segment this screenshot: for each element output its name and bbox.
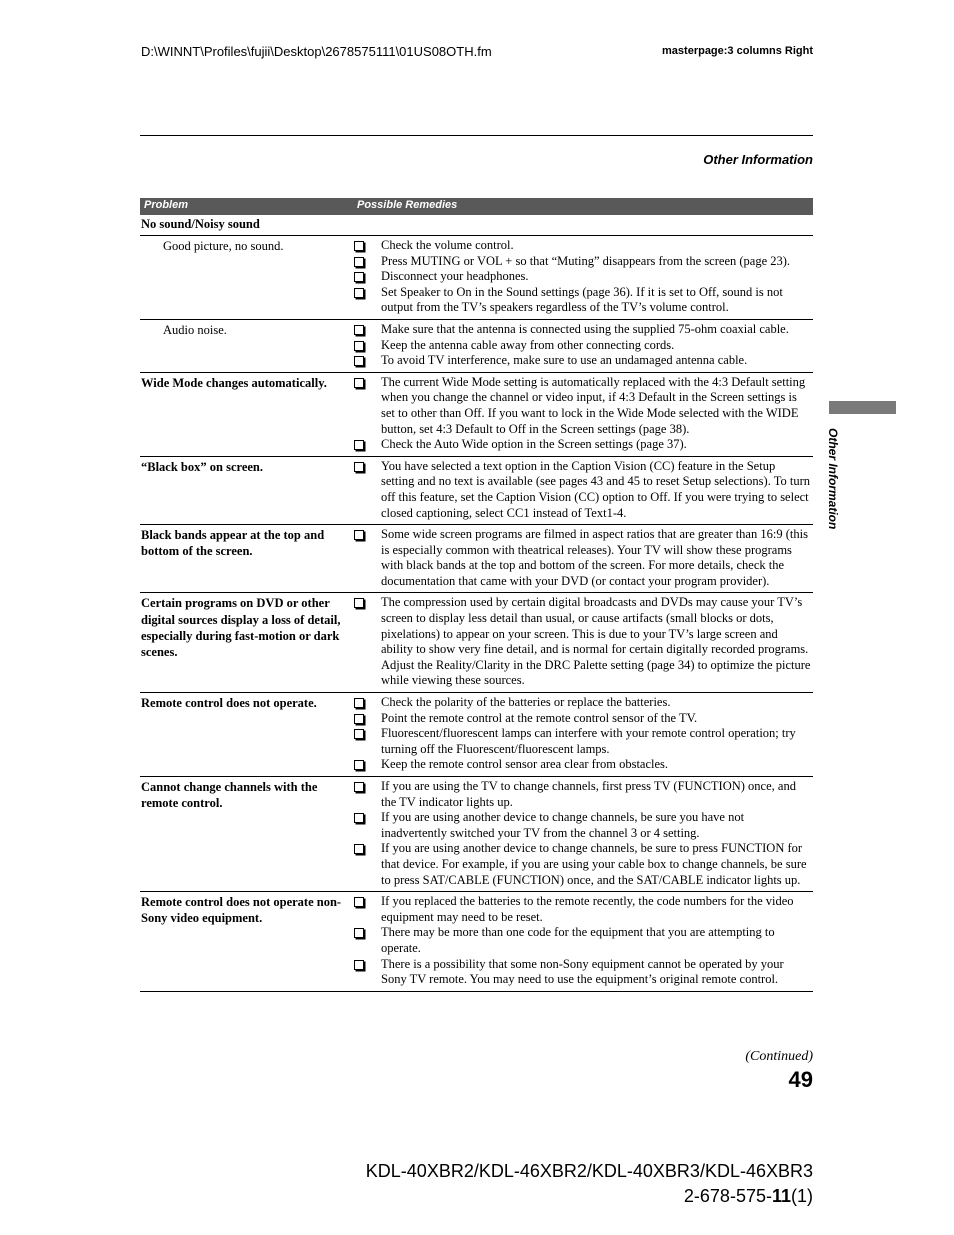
side-tab-marker <box>829 401 896 414</box>
remedy-text: If you replaced the batteries to the remote recently, the code numbers for the video equipment may need to be reset. <box>381 894 794 924</box>
remedy-text: Check the polarity of the batteries or replace the batteries. <box>381 695 671 710</box>
remedy-text: Fluorescent/fluorescent lamps can interfere with your remote control operation; try turning off the Fluorescent/fluorescent lamps. <box>381 726 796 756</box>
page-number: 49 <box>788 1067 813 1092</box>
remedy-text: Some wide screen programs are filmed in aspect ratios that are greater than 16:9 (this is especially common with theatrical releases). Your TV will show these programs with black bands at the top and bottom of the screen. For more details, check the documentation that came with your DVD (or contact your program provider). <box>381 527 808 588</box>
remedies-cell <box>350 595 813 689</box>
remedy-item <box>350 695 813 711</box>
table-row <box>140 593 813 693</box>
top-rule <box>140 135 813 136</box>
remedy-item <box>350 254 813 270</box>
remedy-text: Keep the remote control sensor area clear from obstacles. <box>381 757 669 772</box>
remedies-cell <box>350 894 813 988</box>
remedy-text: To avoid TV interference, make sure to use an undamaged antenna cable. <box>381 353 748 368</box>
problem-cell: Remote control does not operate. <box>141 696 317 711</box>
remedy-item <box>350 459 813 521</box>
problem-cell: Wide Mode changes automatically. <box>141 375 327 390</box>
table-row <box>140 320 813 373</box>
checkbox-bullet-icon <box>354 325 364 335</box>
table-row <box>140 693 813 777</box>
code-bold: 11 <box>771 1186 791 1206</box>
table-row <box>140 457 813 525</box>
troubleshooting-table <box>140 198 813 992</box>
checkbox-bullet-icon <box>354 698 364 708</box>
model-numbers: KDL-40XBR2/KDL-46XBR2/KDL-40XBR3/KDL-46XBR3 <box>365 1161 813 1181</box>
checkbox-bullet-icon <box>354 960 364 970</box>
remedies-cell <box>350 459 813 521</box>
remedy-item <box>350 437 813 453</box>
problem-cell: “Black box” on screen. <box>141 459 263 474</box>
remedies-cell <box>350 375 813 453</box>
remedies-cell <box>350 695 813 773</box>
remedy-item <box>350 338 813 354</box>
remedy-text: If you are using the TV to change channels, first press TV (FUNCTION) once, and the TV indicator lights up. <box>381 779 796 809</box>
remedy-item <box>350 527 813 589</box>
remedy-text: Set Speaker to On in the Sound settings (page 36). If it is set to Off, sound is not output from the TV’s speakers regardless of the TV’s volume control. <box>381 284 783 315</box>
remedy-text: You have selected a text option in the Caption Vision (CC) feature in the Setup setting and no text is available (see pages 43 and 45 to reset Setup selections). To turn off this feature, set the Caption Vision (CC) option to Off. If you were trying to select closed captioning, select CC1 instead of Text1-4. <box>381 458 810 520</box>
checkbox-bullet-icon <box>354 378 364 388</box>
checkbox-bullet-icon <box>354 598 364 608</box>
checkbox-bullet-icon <box>354 714 364 724</box>
remedy-text: Keep the antenna cable away from other connecting cords. <box>381 337 675 352</box>
checkbox-bullet-icon <box>354 530 364 540</box>
file-path: D:\WINNT\Profiles\fujii\Desktop\2678575111\01US08OTH.fm <box>141 44 492 59</box>
continued-note: (Continued) <box>745 1049 813 1064</box>
table-header <box>140 198 813 215</box>
checkbox-bullet-icon <box>354 844 364 854</box>
remedy-text: Check the Auto Wide option in the Screen settings (page 37). <box>381 437 687 452</box>
side-tab-label: Other Information <box>826 428 840 530</box>
remedy-item <box>350 269 813 285</box>
checkbox-bullet-icon <box>354 813 364 823</box>
section-title: Other Information <box>703 152 813 167</box>
remedy-text: Make sure that the antenna is connected using the supplied 75-ohm coaxial cable. <box>381 321 789 336</box>
problem-cell: Black bands appear at the top and bottom of the screen. <box>141 528 325 559</box>
checkbox-bullet-icon <box>354 341 364 351</box>
column-header-remedies: Possible Remedies <box>357 199 458 211</box>
remedy-item <box>350 810 813 841</box>
table-row <box>140 777 813 892</box>
remedy-item <box>350 894 813 925</box>
column-header-problem: Problem <box>144 199 189 211</box>
remedy-item <box>350 285 813 316</box>
checkbox-bullet-icon <box>354 462 364 472</box>
table-row <box>140 892 813 992</box>
remedy-item <box>350 925 813 956</box>
remedy-item <box>350 957 813 988</box>
remedies-cell <box>350 238 813 316</box>
remedy-item <box>350 711 813 727</box>
problem-cell: Certain programs on DVD or other digital sources display a loss of detail, especially during fast-motion or dark scenes. <box>141 596 341 660</box>
remedies-cell <box>350 527 813 589</box>
checkbox-bullet-icon <box>354 729 364 739</box>
table-row <box>140 525 813 593</box>
checkbox-bullet-icon <box>354 760 364 770</box>
checkbox-bullet-icon <box>354 272 364 282</box>
remedy-text: Disconnect your headphones. <box>381 269 529 284</box>
remedy-item <box>350 841 813 888</box>
remedy-text: There may be more than one code for the equipment that you are attempting to operate. <box>381 925 775 955</box>
problem-cell: Good picture, no sound. <box>163 239 284 253</box>
checkbox-bullet-icon <box>354 288 364 298</box>
code-prefix: 2-678-575- <box>683 1186 772 1206</box>
remedy-item <box>350 726 813 757</box>
problem-cell: Cannot change channels with the remote control. <box>141 780 318 811</box>
remedy-item <box>350 353 813 369</box>
remedies-cell <box>350 322 813 369</box>
remedy-text: There is a possibility that some non-Sony equipment cannot be operated by your Sony TV remote. You may need to use the equipment’s original remote control. <box>381 956 784 987</box>
remedy-text: Point the remote control at the remote control sensor of the TV. <box>381 710 698 725</box>
remedy-item <box>350 779 813 810</box>
remedy-text: Press MUTING or VOL + so that “Muting” disappears from the screen (page 23). <box>381 253 791 268</box>
code-suffix: (1) <box>791 1186 813 1206</box>
checkbox-bullet-icon <box>354 440 364 450</box>
remedy-item <box>350 238 813 254</box>
remedy-item <box>350 757 813 773</box>
document-code <box>684 1186 813 1207</box>
remedy-text: If you are using another device to change channels, be sure to press FUNCTION for that device. For example, if you are using your cable box to change channels, be sure to press SAT/CABLE (FUNCTION) once, and the SAT/CABLE indicator lights up. <box>381 841 807 887</box>
remedies-cell <box>350 779 813 888</box>
checkbox-bullet-icon <box>354 241 364 251</box>
remedy-item <box>350 375 813 437</box>
remedy-text: The compression used by certain digital broadcasts and DVDs may cause your TV’s screen to display less detail than usual, or cause artifacts (small blocks or dots, pixelations) to appear on your screen. This is due to your TV’s large screen and ability to show very fine detail, and is normal for certain digitally recorded programs. Adjust the Reality/Clarity in the DRC Palette setting (page 34) to optimize the picture while viewing these sources. <box>381 595 811 688</box>
remedy-text: If you are using another device to change channels, be sure you have not inadvertently switched your TV from the channel 3 or 4 setting. <box>381 810 745 840</box>
checkbox-bullet-icon <box>354 897 364 907</box>
checkbox-bullet-icon <box>354 257 364 267</box>
problem-cell: Audio noise. <box>163 322 227 337</box>
problem-cell: Remote control does not operate non-Sony video equipment. <box>141 895 342 926</box>
table-row <box>140 236 813 320</box>
remedy-text: Check the volume control. <box>381 238 514 252</box>
checkbox-bullet-icon <box>354 928 364 938</box>
remedy-item <box>350 322 813 338</box>
group-heading: No sound/Noisy sound <box>140 215 813 236</box>
checkbox-bullet-icon <box>354 356 364 366</box>
remedy-item <box>350 595 813 689</box>
masterpage-label: masterpage:3 columns Right <box>662 45 813 57</box>
checkbox-bullet-icon <box>354 782 364 792</box>
remedy-text: The current Wide Mode setting is automatically replaced with the 4:3 Default setting when you change the channel or video input, if 4:3 Default in the Screen settings is set to other than Off. If you want to lock in the Wide Mode selected with the WIDE button, set 4:3 Default to Off in the Screen settings (page 38). <box>381 374 806 436</box>
table-row <box>140 373 813 457</box>
